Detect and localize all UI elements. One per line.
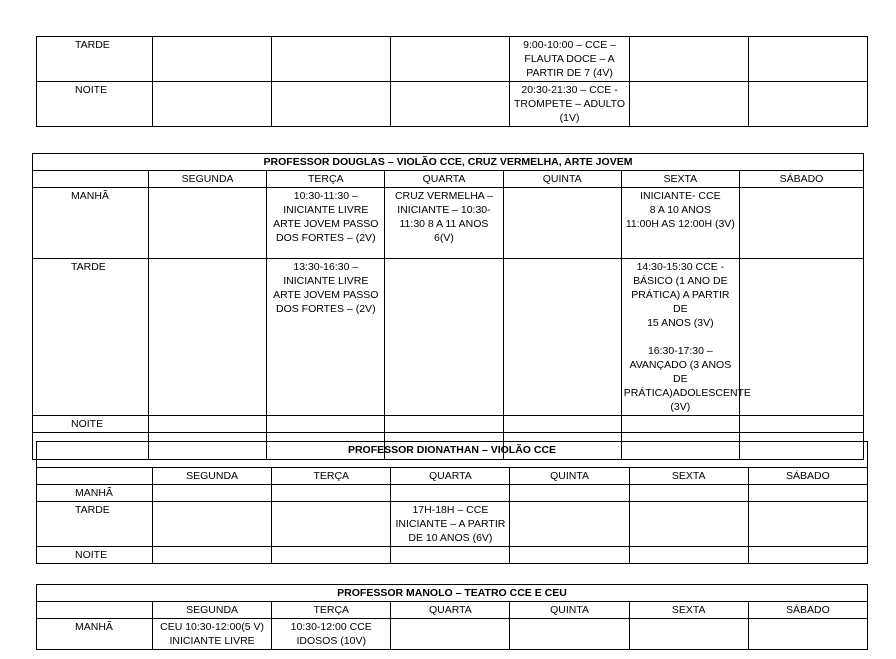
cell — [385, 259, 503, 416]
table-title: PROFESSOR DOUGLAS – VIOLÃO CCE, CRUZ VERMELHA, ARTE JOVEM — [33, 154, 864, 171]
row-label: TARDE — [33, 259, 149, 416]
cell — [503, 188, 621, 259]
day-header: TERÇA — [272, 602, 391, 619]
table-row — [37, 485, 868, 502]
cell — [149, 416, 267, 433]
day-header: QUARTA — [391, 468, 510, 485]
table-row — [37, 82, 868, 127]
day-header: SÁBADO — [739, 171, 863, 188]
day-header: SEXTA — [621, 171, 739, 188]
cell — [748, 547, 867, 564]
day-header-row — [37, 602, 868, 619]
row-label: MANHÃ — [37, 619, 153, 650]
table-row — [33, 259, 864, 416]
row-label: NOITE — [37, 82, 153, 127]
cell — [272, 502, 391, 547]
day-header: SEXTA — [629, 602, 748, 619]
cell — [629, 82, 748, 127]
cell — [629, 485, 748, 502]
day-header: QUARTA — [391, 602, 510, 619]
day-header: SEGUNDA — [153, 468, 272, 485]
cell: 17H-18H – CCE INICIANTE – A PARTIR DE 10 ANOS (6V) — [391, 502, 510, 547]
cell — [510, 485, 629, 502]
day-header-row — [33, 171, 864, 188]
day-header-row — [37, 468, 868, 485]
cell — [503, 259, 621, 416]
cell — [149, 188, 267, 259]
table-title: PROFESSOR MANOLO – TEATRO CCE E CEU — [37, 585, 868, 602]
cell — [621, 416, 739, 433]
cell: 20:30-21:30 – CCE - TROMPETE – ADULTO (1V) — [510, 82, 629, 127]
cell: 10:30-12:00 CCE IDOSOS (10V) — [272, 619, 391, 650]
cell — [748, 485, 867, 502]
corner-cell — [33, 171, 149, 188]
table-row — [37, 547, 868, 564]
cell — [153, 502, 272, 547]
table-row — [37, 619, 868, 650]
cell — [510, 619, 629, 650]
cell — [391, 619, 510, 650]
table-row — [37, 37, 868, 82]
table-row — [37, 502, 868, 547]
cell: CEU 10:30-12:00(5 V) INICIANTE LIVRE — [153, 619, 272, 650]
cell — [391, 485, 510, 502]
cell — [748, 502, 867, 547]
day-header: SEXTA — [629, 468, 748, 485]
cell — [153, 37, 272, 82]
cell — [629, 37, 748, 82]
cell — [149, 259, 267, 416]
table-row — [33, 188, 864, 259]
row-label: TARDE — [37, 37, 153, 82]
cell — [629, 619, 748, 650]
cell — [739, 259, 863, 416]
corner-cell — [37, 602, 153, 619]
cell: INICIANTE- CCE 8 A 10 ANOS 11:00H AS 12:00H (3V) — [621, 188, 739, 259]
cell: 9:00-10:00 – CCE – FLAUTA DOCE – A PARTIR DE 7 (4V) — [510, 37, 629, 82]
cell — [629, 502, 748, 547]
day-header: SEGUNDA — [149, 171, 267, 188]
day-header: QUINTA — [503, 171, 621, 188]
table-title: PROFESSOR DIONATHAN – VIOLÃO CCE — [37, 442, 868, 468]
cell — [739, 416, 863, 433]
cell — [391, 82, 510, 127]
cell — [503, 416, 621, 433]
cell — [510, 547, 629, 564]
schedule-table-partial — [36, 36, 868, 127]
day-header: QUARTA — [385, 171, 503, 188]
cell — [510, 502, 629, 547]
cell — [385, 416, 503, 433]
row-label: MANHÃ — [33, 188, 149, 259]
cell — [267, 416, 385, 433]
row-label: MANHÃ — [37, 485, 153, 502]
cell — [391, 37, 510, 82]
row-label: NOITE — [33, 416, 149, 433]
row-label: TARDE — [37, 502, 153, 547]
day-header: SEGUNDA — [153, 602, 272, 619]
day-header: TERÇA — [267, 171, 385, 188]
table-row — [33, 416, 864, 433]
schedule-table-douglas — [32, 153, 864, 460]
day-header: TERÇA — [272, 468, 391, 485]
cell — [272, 485, 391, 502]
cell — [153, 485, 272, 502]
day-header: SÁBADO — [748, 468, 867, 485]
cell — [272, 37, 391, 82]
cell: 13:30-16:30 – INICIANTE LIVRE ARTE JOVEM PASSO DOS FORTES – (2V) — [267, 259, 385, 416]
day-header: QUINTA — [510, 602, 629, 619]
row-label: NOITE — [37, 547, 153, 564]
day-header: SÁBADO — [748, 602, 867, 619]
cell — [629, 547, 748, 564]
cell — [153, 82, 272, 127]
schedule-table-dionathan — [36, 441, 868, 564]
corner-cell — [37, 468, 153, 485]
schedule-table-manolo — [36, 584, 868, 650]
cell: CRUZ VERMELHA – INICIANTE – 10:30- 11:30 8 A 11 ANOS 6(V) — [385, 188, 503, 259]
cell — [739, 188, 863, 259]
cell — [748, 82, 867, 127]
cell — [272, 82, 391, 127]
cell: 10:30-11:30 – INICIANTE LIVRE ARTE JOVEM PASSO DOS FORTES – (2V) — [267, 188, 385, 259]
cell — [748, 619, 867, 650]
cell: 14:30-15:30 CCE - BÁSICO (1 ANO DE PRÁTICA) A PARTIR DE 15 ANOS (3V) 16:30-17:30 – AVANÇADO (3 ANOS DE PRÁTICA)ADOLESCENTE (3V) — [621, 259, 739, 416]
day-header: QUINTA — [510, 468, 629, 485]
cell — [272, 547, 391, 564]
cell — [391, 547, 510, 564]
cell — [153, 547, 272, 564]
cell — [748, 37, 867, 82]
